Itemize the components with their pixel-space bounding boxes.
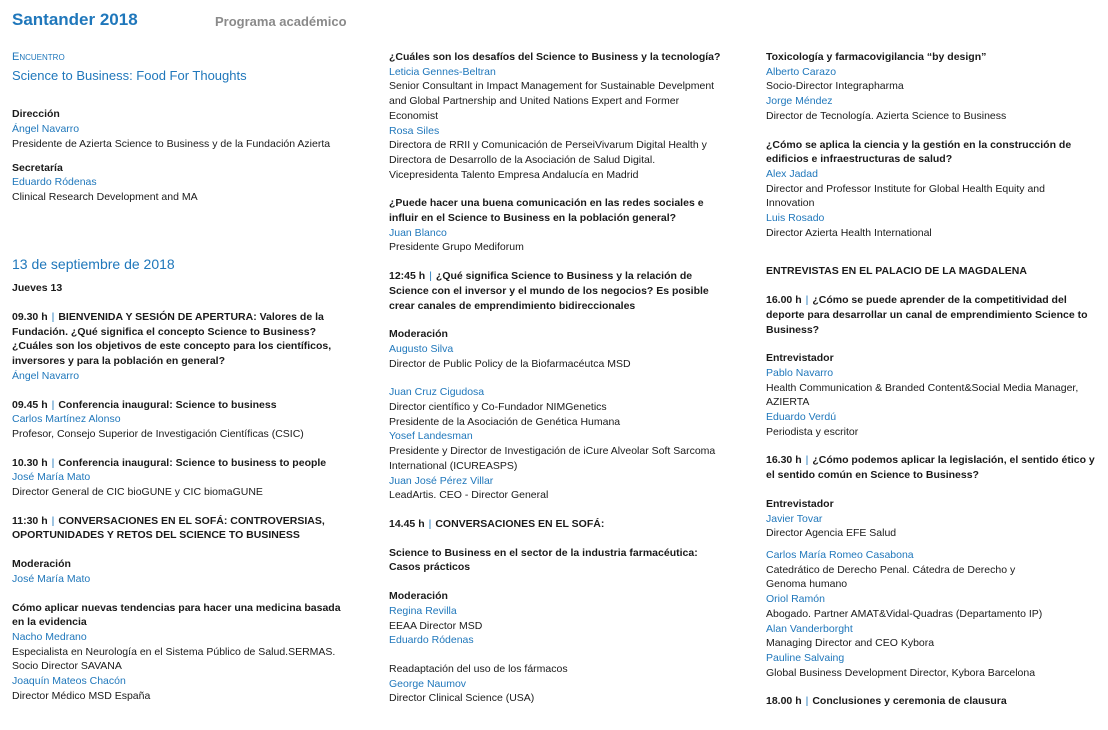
session-time: 18.00 h (766, 695, 802, 708)
session-time: 09.30 h (12, 311, 48, 324)
speaker-role: Director Médico MSD España (12, 689, 151, 702)
secretaria-role: Clinical Research Development and MA (12, 190, 198, 203)
header-title: Santander 2018 (12, 10, 138, 29)
speaker-name: Joaquín Mateos Chacón (12, 675, 126, 688)
direccion-role: Presidente de Azierta Science to Business y de la Fundación Azierta (12, 137, 331, 150)
session-interview-2 (766, 453, 1096, 482)
speaker-role: Periodista y escritor (766, 425, 859, 438)
speaker-name: Alex Jadad (766, 167, 818, 180)
session-time: 11:30 h (12, 514, 48, 527)
encuentro-label: Encuentro (12, 51, 65, 63)
speaker-role: Director científico y Co-Fundador NIMGenetics (389, 401, 607, 414)
session-text: ¿Cómo podemos aplicar la legislación, el sentido ético y el sentido común en Science to Business? (766, 454, 1095, 482)
session-text: Conferencia inaugural: Science to business (58, 398, 277, 411)
moderator-name: José María Mato (12, 572, 91, 585)
event-title: Science to Business: Food For Thoughts (12, 67, 247, 83)
speaker-role: Presidente de la Asociación de Genética Humana (389, 415, 621, 428)
speaker-name: George Naumov (389, 677, 467, 690)
speaker-role: Presidente y Director de Investigación de iCure Alveolar Soft Sarcoma International (ICUREASPS) (389, 445, 716, 472)
speaker-role: Genoma humano (766, 578, 848, 591)
speaker-name: Nacho Medrano (12, 630, 87, 643)
speaker-name: Luis Rosado (766, 212, 825, 225)
speaker-name: Jorge Méndez (766, 95, 833, 108)
speaker-name: José María Mato (12, 471, 91, 484)
speaker-name: Oriol Ramón (766, 593, 825, 606)
separator: | (51, 514, 55, 527)
moderator-name: Regina Revilla (389, 604, 457, 617)
moderation-label: Moderación (12, 558, 71, 571)
secretaria-name: Eduardo Ródenas (12, 176, 97, 189)
speaker-role: Catedrático de Derecho Penal. Cátedra de Derecho y (766, 563, 1016, 576)
program-date: 13 de septiembre de 2018 (12, 255, 175, 272)
speaker-role: Socio Director SAVANA (12, 660, 122, 673)
column-3 (766, 50, 1096, 709)
speaker-role: Director de Tecnología. Azierta Science to Business (766, 109, 1007, 122)
separator: | (805, 294, 809, 307)
session-time: 10.30 h (12, 456, 48, 469)
moderator-role: Director de Public Policy de la Biofarmacéutca MSD (389, 357, 631, 370)
speaker-name: Yosef Landesman (389, 430, 473, 443)
session-time: 16.30 h (766, 454, 802, 467)
speaker-role: Director Clinical Science (USA) (389, 692, 535, 705)
interviewer-name: Javier Tovar (766, 512, 823, 525)
moderation-label: Moderación (389, 328, 448, 341)
topic-question: ¿Puede hacer una buena comunicación en las redes sociales e influir en el Science to Business en la población general? (389, 197, 704, 225)
separator: | (51, 311, 55, 324)
speaker-name: Alan Vanderborght (766, 622, 853, 635)
moderation-label: Moderación (389, 590, 448, 603)
speaker-role: Especialista en Neurología en el Sistema Público de Salud.SERMAS. (12, 645, 336, 658)
separator: | (805, 695, 809, 708)
topic-question: Cómo aplicar nuevas tendencias para hacer una medicina basada en la evidencia (12, 601, 341, 629)
topic-question: Readaptación del uso de los fármacos (389, 662, 568, 675)
session-welcome (12, 310, 347, 369)
direccion-label: Dirección (12, 108, 60, 121)
column-1 (12, 50, 347, 704)
moderator-name: Eduardo Ródenas (389, 634, 474, 647)
interviewer-label: Entrevistador (766, 497, 834, 510)
session-time: 16.00 h (766, 294, 802, 307)
moderator-role: EEAA Director MSD (389, 619, 483, 632)
separator: | (51, 398, 55, 411)
session-investor (389, 269, 724, 313)
program-day: Jueves 13 (12, 282, 63, 295)
speaker-name: Juan Blanco (389, 226, 447, 239)
topic-question: Toxicología y farmacovigilancia “by design” (766, 51, 987, 63)
session-time: 12:45 h (389, 270, 426, 283)
interviewer-role: Health Communication & Branded Content&Social Media Manager, AZIERTA (766, 381, 1079, 409)
session-conference-2 (12, 456, 347, 471)
speaker-name: Leticia Gennes-Beltran (389, 65, 496, 78)
speaker-role: Socio-Director Integrapharma (766, 80, 904, 93)
session-interview-1 (766, 293, 1096, 337)
session-conference-1 (12, 398, 347, 413)
interviewer-role: Director Agencia EFE Salud (766, 527, 897, 540)
direccion-name: Ángel Navarro (12, 123, 80, 136)
speaker-name: Rosa Siles (389, 124, 440, 137)
session-closing (766, 694, 1096, 709)
topic-question: ¿Cuáles son los desafíos del Science to Business y la tecnología? (389, 51, 721, 63)
speaker-role: Senior Consultant in Impact Management for Sustainable Develpment and Global Partnership and United Nations Expert and Former Economist (389, 80, 715, 122)
speaker-name: Carlos María Romeo Casabona (766, 548, 914, 561)
moderator-name: Augusto Silva (389, 342, 454, 355)
session-text: Conclusiones y ceremonia de clausura (812, 695, 1007, 708)
speaker-role: Global Business Development Director, Kybora Barcelona (766, 666, 1036, 679)
speaker-name: Juan Cruz Cigudosa (389, 386, 485, 399)
secretaria-label: Secretaría (12, 161, 63, 174)
session-text: ¿Cómo se puede aprender de la competitividad del deporte para desarrollar un canal de emprendimiento Science to Business? (766, 294, 1088, 336)
session-time: 09.45 h (12, 398, 48, 411)
column-2 (389, 50, 724, 706)
speaker-name: Pauline Salvaing (766, 651, 845, 664)
speaker-role: Director Azierta Health International (766, 226, 932, 239)
session-text: ¿Qué significa Science to Business y la relación de Science con el inversor y el mundo de los negocios? Es posible crear canales de emprendimiento bidireccionales (389, 270, 709, 312)
session-subtitle: Science to Business en el sector de la industria farmacéutica: Casos prácticos (389, 546, 698, 574)
speaker-role: Director and Professor Institute for Global Health Equity and Innovation (766, 182, 1045, 210)
speaker-name: Carlos Martínez Alonso (12, 413, 121, 426)
speaker-role: LeadArtis. CEO - Director General (389, 489, 549, 502)
speaker-name: Eduardo Verdú (766, 411, 837, 424)
session-sofa-2 (389, 517, 724, 532)
separator: | (805, 454, 809, 467)
session-text: CONVERSACIONES EN EL SOFÁ: (435, 517, 605, 530)
speaker-role: Managing Director and CEO Kybora (766, 637, 935, 650)
session-text: BIENVENIDA Y SESIÓN DE APERTURA: Valores de la Fundación. ¿Qué significa el concepto Science to Business? ¿Cuáles son los objetivos de este concepto para los científicos, inversores y para la población en general? (12, 311, 332, 368)
speaker-role: Directora de RRII y Comunicación de PerseiVivarum Digital Health y Directora de Desarrollo de la Asociación de Salud Digital. Vicepresidenta Talento Empresa Andalucía en Madrid (389, 139, 707, 181)
interviewer-label: Entrevistador (766, 352, 834, 365)
separator: | (429, 270, 432, 283)
speaker-role: Director General de CIC bioGUNE y CIC biomaGUNE (12, 486, 263, 499)
session-text: Conferencia inaugural: Science to business to people (58, 456, 327, 469)
speaker-name: Juan José Pérez Villar (389, 474, 494, 487)
topic-question: ¿Cómo se aplica la ciencia y la gestión en la construcción de edificios e infraestructuras de salud? (766, 138, 1072, 166)
session-time: 14.45 h (389, 517, 425, 530)
speaker-role: Profesor, Consejo Superior de Investigación Científicas (CSIC) (12, 427, 304, 440)
speaker-role: Abogado. Partner AMAT&Vidal-Quadras (Departamento IP) (766, 607, 1043, 620)
speaker-name: Ángel Navarro (12, 369, 80, 382)
header-subtitle: Programa académico (215, 14, 347, 29)
session-text: CONVERSACIONES EN EL SOFÁ: CONTROVERSIAS, OPORTUNIDADES Y RETOS DEL SCIENCE TO BUSINESS (12, 514, 325, 542)
speaker-role: Presidente Grupo Mediforum (389, 241, 524, 254)
interviewer-name: Pablo Navarro (766, 366, 834, 379)
session-sofa-1 (12, 514, 347, 543)
separator: | (428, 517, 432, 530)
section-heading: ENTREVISTAS EN EL PALACIO DE LA MAGDALENA (766, 265, 1027, 278)
speaker-name: Alberto Carazo (766, 65, 837, 78)
separator: | (51, 456, 55, 469)
